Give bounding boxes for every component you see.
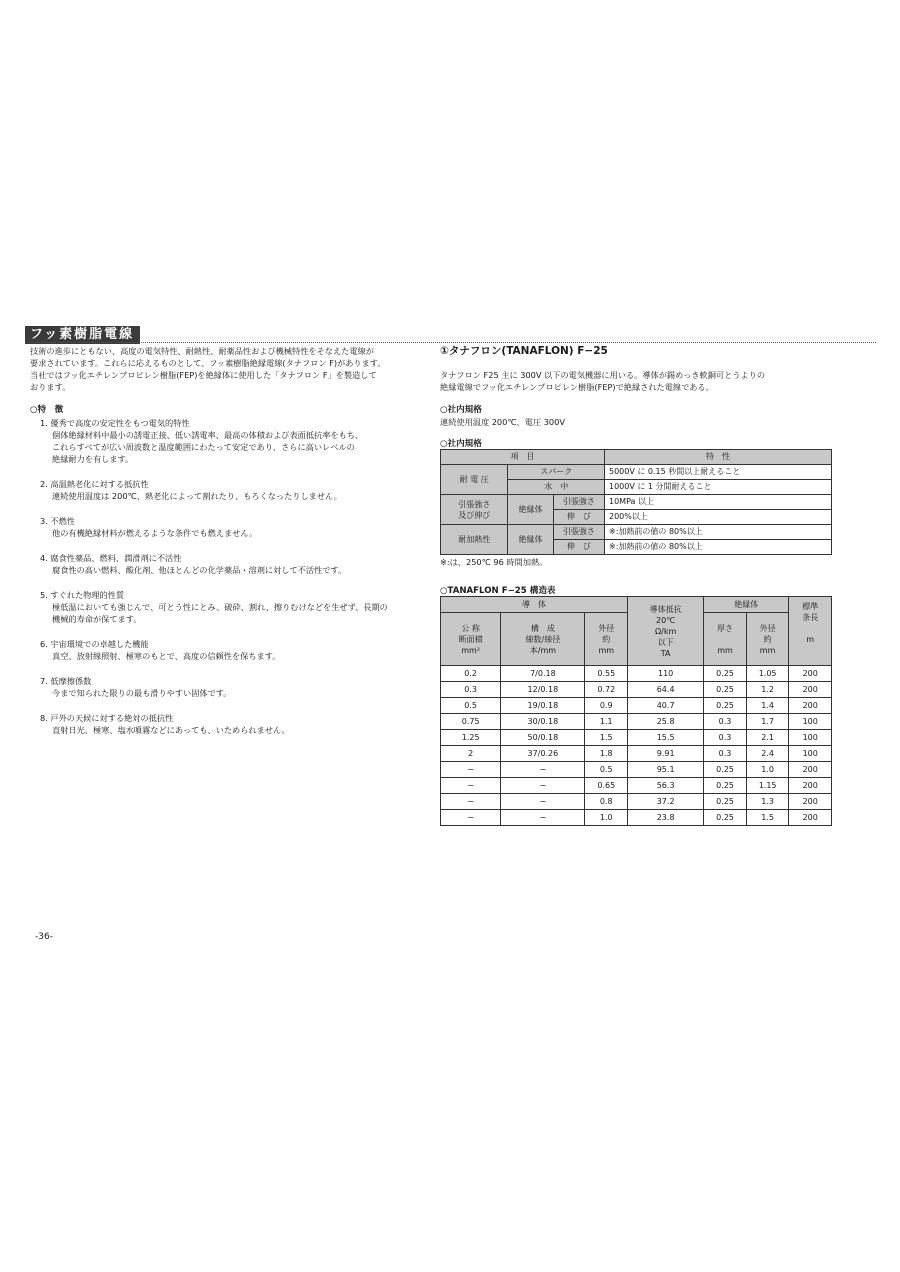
spec-el2-label: 伸 び bbox=[553, 540, 604, 555]
table-cell: 0.25 bbox=[704, 698, 747, 714]
struct-length-label: 標準 条長 bbox=[802, 602, 819, 622]
table-cell: 2.1 bbox=[746, 730, 789, 746]
table-cell: 56.3 bbox=[628, 778, 704, 794]
spec-spark-value: 5000V に 0.15 秒間以上耐えること bbox=[605, 465, 832, 480]
table-cell: 1.15 bbox=[746, 778, 789, 794]
feature-title: 1. 優秀で高度の安定性をもつ電気的特性 bbox=[40, 418, 190, 428]
feature-desc: 個体絶縁材料中最小の誘電正接、低い誘電率、最高の体積および表面抵抗率をもち、 これらすべてが広い周波数と温度範囲にわたって安定であり、さらに高いレベルの 絶縁耐力を有します。 bbox=[52, 430, 364, 464]
table-cell: 0.25 bbox=[704, 762, 747, 778]
table-cell: 0.75 bbox=[441, 714, 501, 730]
spec-ts-value: 10MPa 以上 bbox=[605, 495, 832, 510]
feature-desc: 極低温においても強じんで、可とう性にとみ、破砕、割れ、擦りむけなどを生ぜず、長期の 機械的寿命が保てます。 bbox=[52, 602, 388, 624]
table-cell: 200 bbox=[789, 762, 832, 778]
struct-header-od2: 外径 約 mm bbox=[746, 613, 789, 666]
table-cell: 0.55 bbox=[585, 666, 628, 682]
feature-item bbox=[30, 589, 410, 625]
intro-line: おります。 bbox=[30, 382, 71, 392]
table-cell: 0.25 bbox=[704, 778, 747, 794]
spec-el2-value: ※:加熱前の値の 80%以上 bbox=[605, 540, 832, 555]
table-cell: − bbox=[441, 810, 501, 826]
table-cell: 2.4 bbox=[746, 746, 789, 762]
feature-title: 6. 宇宙環境での卓越した機能 bbox=[40, 639, 149, 649]
spec-spark-label: スパーク bbox=[508, 465, 605, 480]
spec-heat-label: 耐加熱性 bbox=[441, 525, 508, 555]
table-cell: 15.5 bbox=[628, 730, 704, 746]
feature-desc: 直射日光、極寒、塩水噴霧などにあっても、いためられません。 bbox=[52, 725, 290, 735]
page-number: -36- bbox=[35, 932, 53, 942]
table-cell: 2 bbox=[441, 746, 501, 762]
feature-desc: 連続使用温度は 200℃、熱老化によって割れたり、もろくなったりしません。 bbox=[52, 491, 342, 501]
feature-item bbox=[30, 712, 410, 736]
feature-title: 4. 腐食性薬品、燃料、潤滑剤に不活性 bbox=[40, 553, 182, 563]
table-cell: − bbox=[501, 794, 585, 810]
table-cell: 0.72 bbox=[585, 682, 628, 698]
feature-desc: 今まで知られた限りの最も滑りやすい固体です。 bbox=[52, 688, 232, 698]
spec-note: ※:は、250℃ 96 時間加熱。 bbox=[440, 557, 548, 567]
feature-desc: 真空、放射線照射、極寒のもとで、高度の信頼性を保ちます。 bbox=[52, 651, 281, 661]
table-cell: 200 bbox=[789, 794, 832, 810]
table-cell: 100 bbox=[789, 730, 832, 746]
spec-ts2-label: 引張強さ bbox=[553, 525, 604, 540]
table-row bbox=[441, 698, 832, 714]
spec-header-item: 項 目 bbox=[441, 450, 605, 465]
feature-desc: 他の有機絶縁材料が燃えるような条件でも燃えません。 bbox=[52, 528, 258, 538]
table-cell: 0.8 bbox=[585, 794, 628, 810]
table-cell: 0.25 bbox=[704, 666, 747, 682]
intro-line: 技術の進歩にともない、高度の電気特性、耐熱性、耐薬品性および機械特性をそなえた電線が bbox=[30, 346, 374, 356]
table-cell: 0.3 bbox=[441, 682, 501, 698]
table-cell: 40.7 bbox=[628, 698, 704, 714]
feature-title: 8. 戸外の天候に対する絶対の抵抗性 bbox=[40, 713, 174, 723]
intro-text bbox=[30, 345, 410, 393]
feature-desc: 腐食性の高い燃料、酸化剤、他ほとんどの化学薬品・溶剤に対して不活性です。 bbox=[52, 565, 347, 575]
table-cell: − bbox=[441, 794, 501, 810]
table-row bbox=[441, 794, 832, 810]
spec1-text: 連続使用温度 200℃、電圧 300V bbox=[440, 417, 565, 427]
table-cell: 37.2 bbox=[628, 794, 704, 810]
table-row bbox=[441, 682, 832, 698]
table-cell: 0.3 bbox=[704, 746, 747, 762]
spec-el-label: 伸 び bbox=[553, 510, 604, 525]
table-cell: 64.4 bbox=[628, 682, 704, 698]
feature-item bbox=[30, 515, 410, 539]
feature-item bbox=[30, 417, 410, 465]
table-cell: 0.65 bbox=[585, 778, 628, 794]
table-cell: 0.25 bbox=[704, 682, 747, 698]
table-row bbox=[441, 762, 832, 778]
spec-ts-label: 引張強さ bbox=[553, 495, 604, 510]
struct-heading: ○TANAFLON F−25 構造表 bbox=[440, 586, 556, 596]
table-cell: 25.8 bbox=[628, 714, 704, 730]
table-cell: 50/0.18 bbox=[501, 730, 585, 746]
table-cell: 0.2 bbox=[441, 666, 501, 682]
product-title: ①タナフロン(TANAFLON) F−25 bbox=[440, 345, 608, 357]
table-cell: 37/0.26 bbox=[501, 746, 585, 762]
table-cell: 12/0.18 bbox=[501, 682, 585, 698]
table-cell: 30/0.18 bbox=[501, 714, 585, 730]
struct-header-insul: 絶縁体 bbox=[704, 597, 789, 613]
spec-insulation-label: 絶縁体 bbox=[508, 495, 553, 525]
table-cell: 0.3 bbox=[704, 714, 747, 730]
table-row bbox=[441, 730, 832, 746]
feature-title: 5. すぐれた物理的性質 bbox=[40, 590, 125, 600]
intro-line: 要求されています。これらに応えるものとして、フッ素樹脂絶縁電線(タナフロン F)があります。 bbox=[30, 358, 386, 368]
table-cell: 0.25 bbox=[704, 810, 747, 826]
struct-header-conductor: 導 体 bbox=[441, 597, 628, 613]
table-cell: 1.1 bbox=[585, 714, 628, 730]
product-desc: タナフロン F25 主に 300V 以下の電気機器に用いる。導体が錫めっき軟銅可とうよりの 絶縁電線でフッ化エチレンプロピレン樹脂(FEP)で絶縁された電線である。 bbox=[440, 370, 766, 392]
feature-title: 7. 低摩擦係数 bbox=[40, 676, 92, 686]
table-cell: 7/0.18 bbox=[501, 666, 585, 682]
struct-table bbox=[440, 596, 832, 826]
table-cell: 0.25 bbox=[704, 794, 747, 810]
spec1-heading: ○社内規格 bbox=[440, 405, 482, 415]
table-row bbox=[441, 666, 832, 682]
table-cell: 95.1 bbox=[628, 762, 704, 778]
struct-header-thick: 厚さ mm bbox=[704, 613, 747, 666]
table-cell: 1.8 bbox=[585, 746, 628, 762]
table-row bbox=[441, 714, 832, 730]
table-cell: − bbox=[501, 810, 585, 826]
spec-header-prop: 特 性 bbox=[605, 450, 832, 465]
struct-header-resist: 導体抵抗 20℃ Ω/km 以下 TA bbox=[628, 597, 704, 666]
intro-line: 当社ではフッ化エチレンプロピレン樹脂(FEP)を絶縁体に使用した「タナフロン F」を製造して bbox=[30, 370, 377, 380]
table-cell: 23.8 bbox=[628, 810, 704, 826]
table-cell: 200 bbox=[789, 810, 832, 826]
section-title: フッ素樹脂電線 bbox=[25, 326, 140, 344]
table-cell: 1.3 bbox=[746, 794, 789, 810]
table-cell: − bbox=[441, 778, 501, 794]
table-cell: 0.3 bbox=[704, 730, 747, 746]
table-row bbox=[441, 746, 832, 762]
feature-title: 3. 不燃性 bbox=[40, 516, 75, 526]
table-cell: 19/0.18 bbox=[501, 698, 585, 714]
feature-item bbox=[30, 638, 410, 662]
table-cell: 1.0 bbox=[746, 762, 789, 778]
table-cell: 110 bbox=[628, 666, 704, 682]
spec-tensile-label: 引張強さ 及び伸び bbox=[441, 495, 508, 525]
table-cell: 100 bbox=[789, 746, 832, 762]
table-cell: 200 bbox=[789, 666, 832, 682]
struct-header-constr: 構 成 線数/線径 本/mm bbox=[501, 613, 585, 666]
table-cell: − bbox=[501, 778, 585, 794]
spec-water-value: 1000V に 1 分間耐えること bbox=[605, 480, 832, 495]
struct-header-nominal: 公 称 断面積 mm² bbox=[441, 613, 501, 666]
spec-withstand-label: 耐 電 圧 bbox=[441, 465, 508, 495]
spec-ts2-value: ※:加熱前の値の 80%以上 bbox=[605, 525, 832, 540]
spec-water-label: 水 中 bbox=[508, 480, 605, 495]
struct-length-unit: m bbox=[806, 635, 815, 644]
feature-item bbox=[30, 675, 410, 699]
features-heading: ○特 徴 bbox=[30, 405, 64, 415]
table-cell: 0.5 bbox=[585, 762, 628, 778]
table-cell: 1.2 bbox=[746, 682, 789, 698]
table-cell: 1.7 bbox=[746, 714, 789, 730]
table-row bbox=[441, 778, 832, 794]
feature-item bbox=[30, 552, 410, 576]
table-cell: − bbox=[501, 762, 585, 778]
spec1-block bbox=[440, 404, 565, 428]
table-cell: 1.5 bbox=[746, 810, 789, 826]
table-cell: − bbox=[441, 762, 501, 778]
table-cell: 1.0 bbox=[585, 810, 628, 826]
struct-header-od: 外径 約 mm bbox=[585, 613, 628, 666]
table-cell: 200 bbox=[789, 698, 832, 714]
table-row bbox=[441, 810, 832, 826]
feature-item bbox=[30, 478, 410, 502]
table-cell: 1.4 bbox=[746, 698, 789, 714]
spec2-heading: ○社内規格 bbox=[440, 439, 482, 449]
table-cell: 1.25 bbox=[441, 730, 501, 746]
table-cell: 200 bbox=[789, 778, 832, 794]
struct-header-length bbox=[789, 597, 832, 666]
table-cell: 1.05 bbox=[746, 666, 789, 682]
spec-el-value: 200%以上 bbox=[605, 510, 832, 525]
table-cell: 1.5 bbox=[585, 730, 628, 746]
feature-title: 2. 高温熱老化に対する抵抗性 bbox=[40, 479, 149, 489]
table-cell: 9.91 bbox=[628, 746, 704, 762]
table-cell: 100 bbox=[789, 714, 832, 730]
table-cell: 200 bbox=[789, 682, 832, 698]
table-cell: 0.5 bbox=[441, 698, 501, 714]
features-section bbox=[30, 404, 410, 736]
table-cell: 0.9 bbox=[585, 698, 628, 714]
spec-table bbox=[440, 449, 832, 555]
spec-insulation2-label: 絶縁体 bbox=[508, 525, 553, 555]
